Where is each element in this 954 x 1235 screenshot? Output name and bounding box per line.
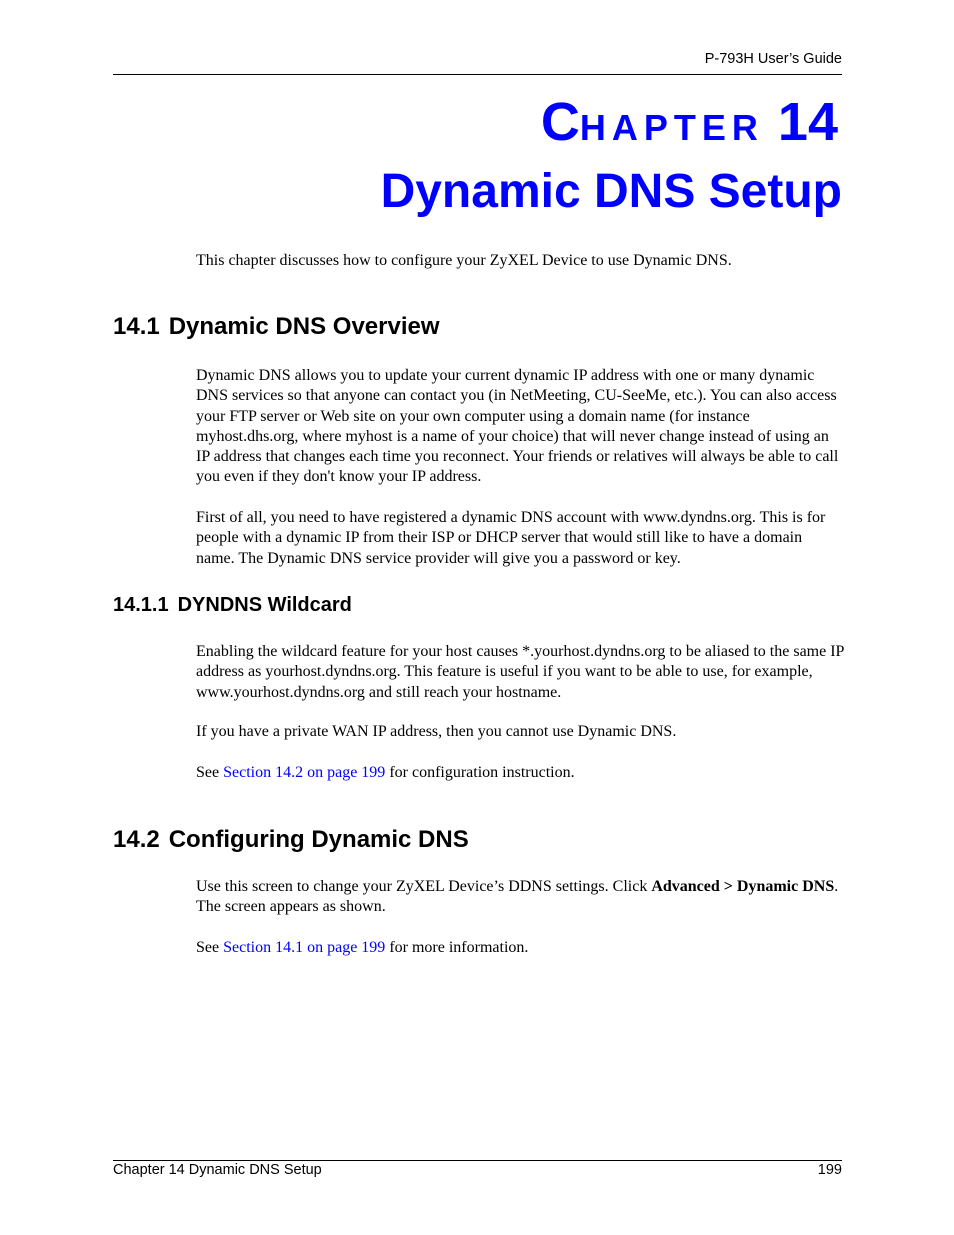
chapter-word-cap: C	[540, 92, 580, 152]
see-suffix: for configuration instruction.	[385, 764, 575, 781]
wildcard-paragraph-2: If you have a private WAN IP address, then you cannot use Dynamic DNS.	[196, 723, 677, 740]
configuring-text-a: Use this screen to change your ZyXEL Device’s DDNS settings. Click	[196, 878, 652, 895]
section-heading-14-1	[113, 313, 440, 341]
see-suffix: for more information.	[385, 939, 529, 956]
section-number: 14.2	[113, 826, 160, 853]
chapter-word	[540, 92, 764, 152]
section-title: Configuring Dynamic DNS	[168, 826, 469, 853]
see-prefix: See	[196, 764, 224, 781]
running-header: P-793H User’s Guide	[704, 51, 842, 67]
footer-page-number: 199	[817, 1162, 842, 1178]
chapter-title: Dynamic DNS Setup	[380, 165, 842, 218]
section-heading-14-2	[113, 826, 469, 854]
chapter-number: 14	[777, 92, 838, 152]
section-number: 14.1.1	[113, 594, 169, 616]
menu-path-bold: Advanced > Dynamic DNS	[651, 878, 835, 895]
section-heading-14-1-1	[113, 594, 352, 617]
header-rule	[113, 74, 842, 75]
configuring-see-paragraph	[196, 938, 844, 958]
chapter-word-rest: HAPTER	[579, 107, 764, 148]
configuring-text-b: . The screen appears as shown.	[196, 878, 839, 916]
wildcard-paragraph-1: Enabling the wildcard feature for your host causes *.yourhost.dyndns.org to be aliased to the same IP address as yourhost.dyndns.org. This feature is useful if you want to be able to use, for example, www.yourhost.dyndns.org and still reach your hostname.	[196, 643, 844, 701]
section-14-2-link[interactable]: Section 14.2 on page 199	[223, 764, 386, 781]
footer-rule	[113, 1160, 842, 1161]
configuring-paragraph-1	[196, 877, 844, 918]
section-title: Dynamic DNS Overview	[168, 313, 440, 340]
wildcard-see-paragraph	[196, 763, 844, 783]
overview-paragraph-2: First of all, you need to have registered a dynamic DNS account with www.dyndns.org. This is for people with a dynamic IP from their ISP or DHCP server that would still like to have a domain name. The Dynamic DNS service provider will give you a password or key.	[196, 509, 826, 567]
section-14-1-link[interactable]: Section 14.1 on page 199	[223, 939, 386, 956]
footer-chapter-ref: Chapter 14 Dynamic DNS Setup	[113, 1162, 322, 1178]
section-title: DYNDNS Wildcard	[177, 594, 352, 616]
see-prefix: See	[196, 939, 224, 956]
section-number: 14.1	[113, 313, 160, 340]
intro-paragraph: This chapter discusses how to configure your ZyXEL Device to use Dynamic DNS.	[196, 252, 732, 269]
chapter-label	[540, 92, 838, 152]
overview-paragraph-1: Dynamic DNS allows you to update your current dynamic IP address with one or many dynamic DNS services so that anyone can contact you (in NetMeeting, CU-SeeMe, etc.). You can also access your FTP server or Web site on your own computer using a domain name (for instance myhost.dhs.org, where myhost is a name of your choice) that will never change instead of using an IP address that changes each time you reconnect. Your friends or relatives will always be able to call you even if they don't know your IP address.	[196, 367, 839, 486]
